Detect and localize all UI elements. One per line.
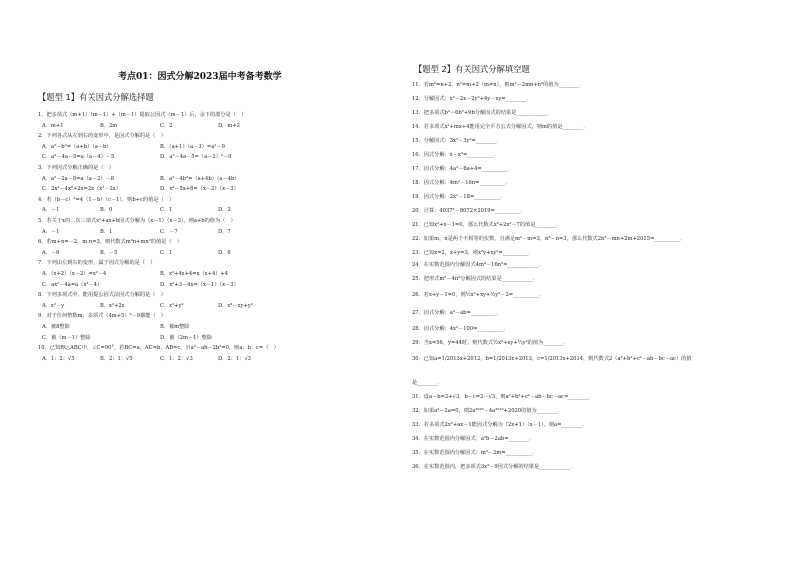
fill-question: 29．当x=56，y=44时，则代数式½x²+xy+½y²的值为________． bbox=[412, 340, 570, 346]
option-d: D．7 bbox=[218, 228, 231, 235]
question-text: 9．对于任何整数m，多项式（4m+5）²－9都能（ ） bbox=[38, 313, 167, 320]
fill-question: 22．如果m，n是两个不相等的实数，且满足m²－m=3，n²－n=3，那么代数式2n²－mn+2m+2015=__________． bbox=[412, 236, 686, 242]
fill-question: 18．因式分解：4m²－16n=__________． bbox=[412, 180, 511, 186]
question-text: 7．下列由左到右的变形，属于因式分解的是（ ） bbox=[38, 260, 156, 267]
option-c: C．2 bbox=[160, 122, 173, 129]
option-b: B．a²－4b²=（a+4b）（a－4b） bbox=[160, 175, 240, 182]
fill-question: 14．若多项式x²+mx+4能用完全平方公式分解因式，则m的值是________． bbox=[412, 124, 589, 130]
question-text: 10．已知Rt△ABC中，∠C=90°，若BC=a，AC=b，AB=c，且a²－ab－2b²=0，则a：b：c=（ ） bbox=[38, 345, 279, 352]
fill-question: 23．已知x=2，x+y=3，则x²y+xy²=__________． bbox=[412, 250, 534, 256]
option-a: A．a²－2a－8=a（a－2）－8 bbox=[42, 175, 115, 182]
option-b: B．2m bbox=[100, 122, 118, 129]
fill-question: 19．因式分解：2x²－18=__________． bbox=[412, 194, 506, 200]
fill-question: 27．因式分解：a³－ab=__________． bbox=[412, 310, 502, 316]
option-b: D．x²－5x+6=（x－2）（x－3） bbox=[160, 186, 239, 193]
question-text: 4．若（b－c）²=4（1－b）（c－1），则b+c的值是（ ） bbox=[38, 196, 175, 203]
option-b: B．2：1：√5 bbox=[100, 355, 133, 362]
section1-heading: 【题型 1】有关因式分解选择题 bbox=[38, 92, 154, 102]
fill-question: 17．因式分解：4a²－8a+4=__________． bbox=[412, 166, 513, 172]
fill-question: 21．已知x²+x－1=0，那么代数式x³+2x²－7的值是________． bbox=[412, 222, 562, 228]
option-b: B．0 bbox=[100, 207, 113, 214]
question-text: 1．把多项式（m+1）（m－1）+（m－1）提取公因式（m－1）后，余下的部分是（ ） bbox=[38, 112, 247, 118]
fill-question: 15．分解因式：3x²－3y²=________． bbox=[412, 138, 502, 144]
document-title: 考点01：因式分解2023届中考备考数学 bbox=[118, 72, 282, 82]
option-c: C．1 bbox=[160, 207, 173, 214]
option-c: C．x²+y² bbox=[160, 302, 184, 309]
option-d: D．2：1：√3 bbox=[218, 355, 251, 362]
option-a: A．被8整除 bbox=[42, 324, 70, 330]
option-b: B．x²+4x+4=x（x+4）+4 bbox=[160, 271, 229, 277]
option-a: C．被（m－1）整除 bbox=[42, 334, 91, 341]
option-a: A．－1 bbox=[42, 207, 60, 214]
option-a: A．1：2：√5 bbox=[42, 355, 75, 362]
question-text: 3．下列因式分解正确的是（ ） bbox=[38, 165, 114, 171]
option-c: C．1：2：√3 bbox=[160, 355, 193, 362]
fill-question: 16．因式分解：x－x³=__________． bbox=[412, 152, 499, 158]
option-a: A．m+1 bbox=[42, 122, 64, 129]
option-b: B．（a+1）（a－3）=a²－9 bbox=[160, 143, 225, 150]
fill-question: 36．在实数范围内，把多项式3x²－9因式分解的结果是____________． bbox=[412, 464, 576, 470]
fill-question: 33．若多项式2x²+ax－1能因式分解为（2x+1）（x－1），则a=________． bbox=[412, 422, 588, 428]
option-a: C．ax²－4a=a（x²－4） bbox=[42, 281, 103, 288]
fill-question: 30．已知a=1/2013x+2012，b=1/2013x+2013，c=1/2013x+2014，则代数式2（a²+b²+c²－ab－bc－ac）的值 bbox=[412, 356, 692, 362]
fill-question: 是________． bbox=[412, 380, 444, 386]
option-a: A．x²－y bbox=[42, 302, 65, 309]
fill-question: 20．计算：4037²－8072×2019=__________． bbox=[412, 208, 527, 214]
option-c: C．1 bbox=[160, 249, 173, 256]
option-d: D．m+2 bbox=[218, 122, 240, 129]
option-b: B．－5 bbox=[100, 249, 118, 256]
option-b: D．a²－4a－5=（a－2）²－9 bbox=[160, 154, 232, 161]
option-a: A．－6 bbox=[42, 249, 60, 256]
fill-question: 24．在实数范围内分解因式4m⁴－16n²=____________． bbox=[412, 262, 544, 268]
fill-question: 11．若m²=n+2，n²=m+2（m≠n），则m³－2mn+n³的值为________． bbox=[412, 82, 585, 88]
option-a: C．a²－4a－5=a（a－4）－5 bbox=[42, 154, 115, 161]
fill-question: 13．把多项式b³－6b²+9b分解因式的结果是____________． bbox=[412, 110, 553, 116]
option-a: A．a²－b²=（a+b）（a－b） bbox=[42, 143, 112, 150]
option-b: B．被m整除 bbox=[160, 324, 190, 330]
option-c: C．－7 bbox=[160, 228, 178, 235]
option-b: D．被（2m－1）整除 bbox=[160, 334, 212, 341]
question-text: 5．若关于x的二次三项式x²+ax+b因式分解为（x－1）（x－3），则a+b的值为（ ） bbox=[38, 218, 236, 224]
fill-question: 35．在实数范围内分解因式：m³－2m=__________． bbox=[412, 450, 537, 456]
option-a: A．－1 bbox=[42, 228, 60, 235]
fill-question: 31．设a－b=2+√3，b－c=2－√3，则a²+b²+c²－ab－bc－ac=________． bbox=[412, 394, 595, 400]
option-a: C．2x³－4x²+2x=2x（x²－2x） bbox=[42, 186, 121, 193]
fill-question: 26．若x+y－1=0，则½x²+xy+½y²－2=__________． bbox=[412, 292, 545, 298]
fill-question: 34．在实数范围内分解因式：a²b－2ab=________． bbox=[412, 436, 535, 442]
fill-question: 32．如果a²－2a=0，则2a²⁰²⁰－4a²⁰¹⁹+2020的值为________． bbox=[412, 408, 563, 414]
option-d: D．x²－xy+y² bbox=[218, 302, 253, 309]
fill-question: 28．因式分解：4x²－100=__________． bbox=[412, 326, 509, 332]
option-b: B．1 bbox=[100, 228, 113, 235]
option-a: A．（x+2）（x－2）=x²－4 bbox=[42, 271, 107, 277]
option-b: D．x²+3－4x=（x－1）（x－3） bbox=[160, 281, 239, 288]
option-d: D．6 bbox=[218, 249, 231, 256]
question-text: 6．若m+n=－2，m·n=3，则代数式m²n+mn²的值是（ ） bbox=[38, 239, 182, 246]
fill-question: 25．把形式m²－4n²分解因式的结果是____________． bbox=[412, 276, 539, 282]
question-text: 2．下列各式从左到右的变形中，是因式分解的是（ ） bbox=[38, 133, 166, 140]
option-d: D．2 bbox=[218, 207, 231, 214]
question-text: 8．下列多项式中，能用提公因式法因式分解的是（ ） bbox=[38, 292, 166, 299]
section2-heading: 【题型 2】有关因式分解填空题 bbox=[414, 64, 530, 74]
option-b: B．x²+2x bbox=[100, 302, 125, 309]
fill-question: 12．分解因式：x²－2x－2y²+4y－xy=________． bbox=[412, 96, 532, 102]
